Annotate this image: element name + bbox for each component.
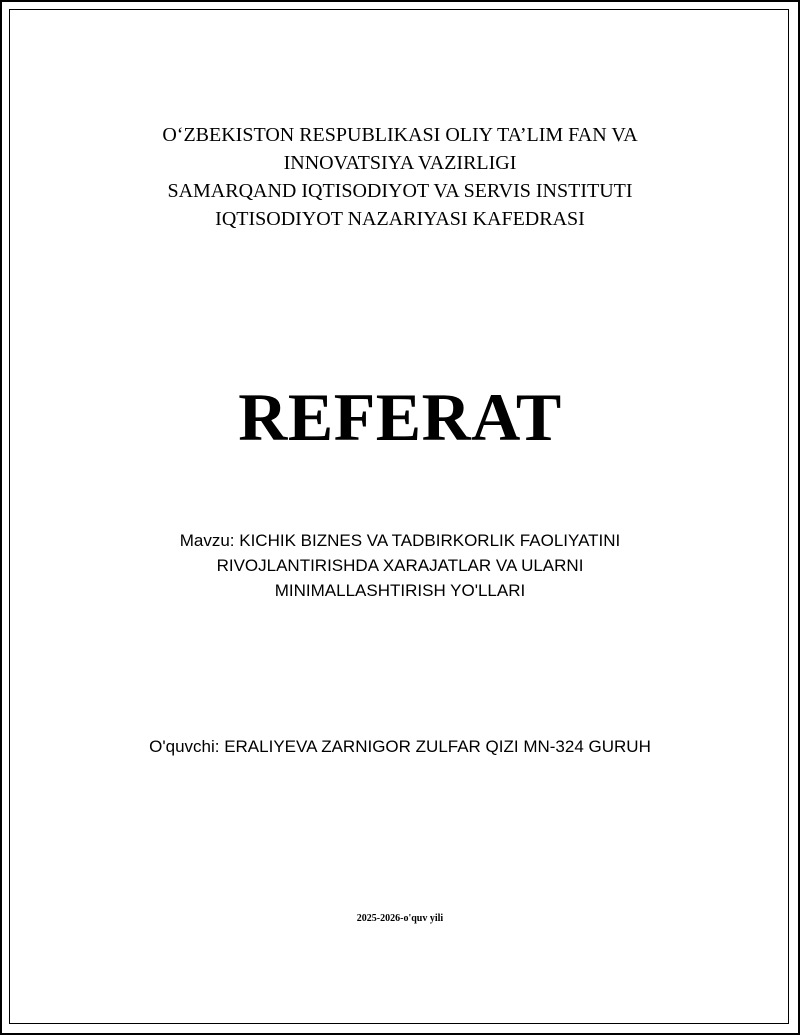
header-line-ministry-2: INNOVATSIYA VAZIRLIGI [283, 152, 517, 174]
topic-line-2: RIVOJLANTIRISHDA XARAJATLAR VA ULARNI [216, 556, 584, 575]
topic-block [0, 528, 800, 603]
header-line-institute: SAMARQAND IQTISODIYOT VA SERVIS INSTITUTI [167, 180, 633, 202]
header-line-department: IQTISODIYOT NAZARIYASI KAFEDRASI [215, 208, 585, 230]
institution-header [0, 121, 800, 233]
topic-line-3: MINIMALLASHTIRISH YO'LLARI [274, 581, 526, 600]
academic-year: 2025-2026-o'quv yili [356, 913, 444, 924]
student-info: O'quvchi: ERALIYEVA ZARNIGOR ZULFAR QIZI MN-324 GURUH [149, 737, 651, 756]
topic-line-1: Mavzu: KICHIK BIZNES VA TADBIRKORLIK FAOLIYATINI [179, 531, 621, 550]
document-title: REFERAT [238, 379, 562, 455]
header-line-ministry-1: O‘ZBEKISTON RESPUBLIKASI OLIY TA’LIM FAN VA [162, 124, 638, 146]
